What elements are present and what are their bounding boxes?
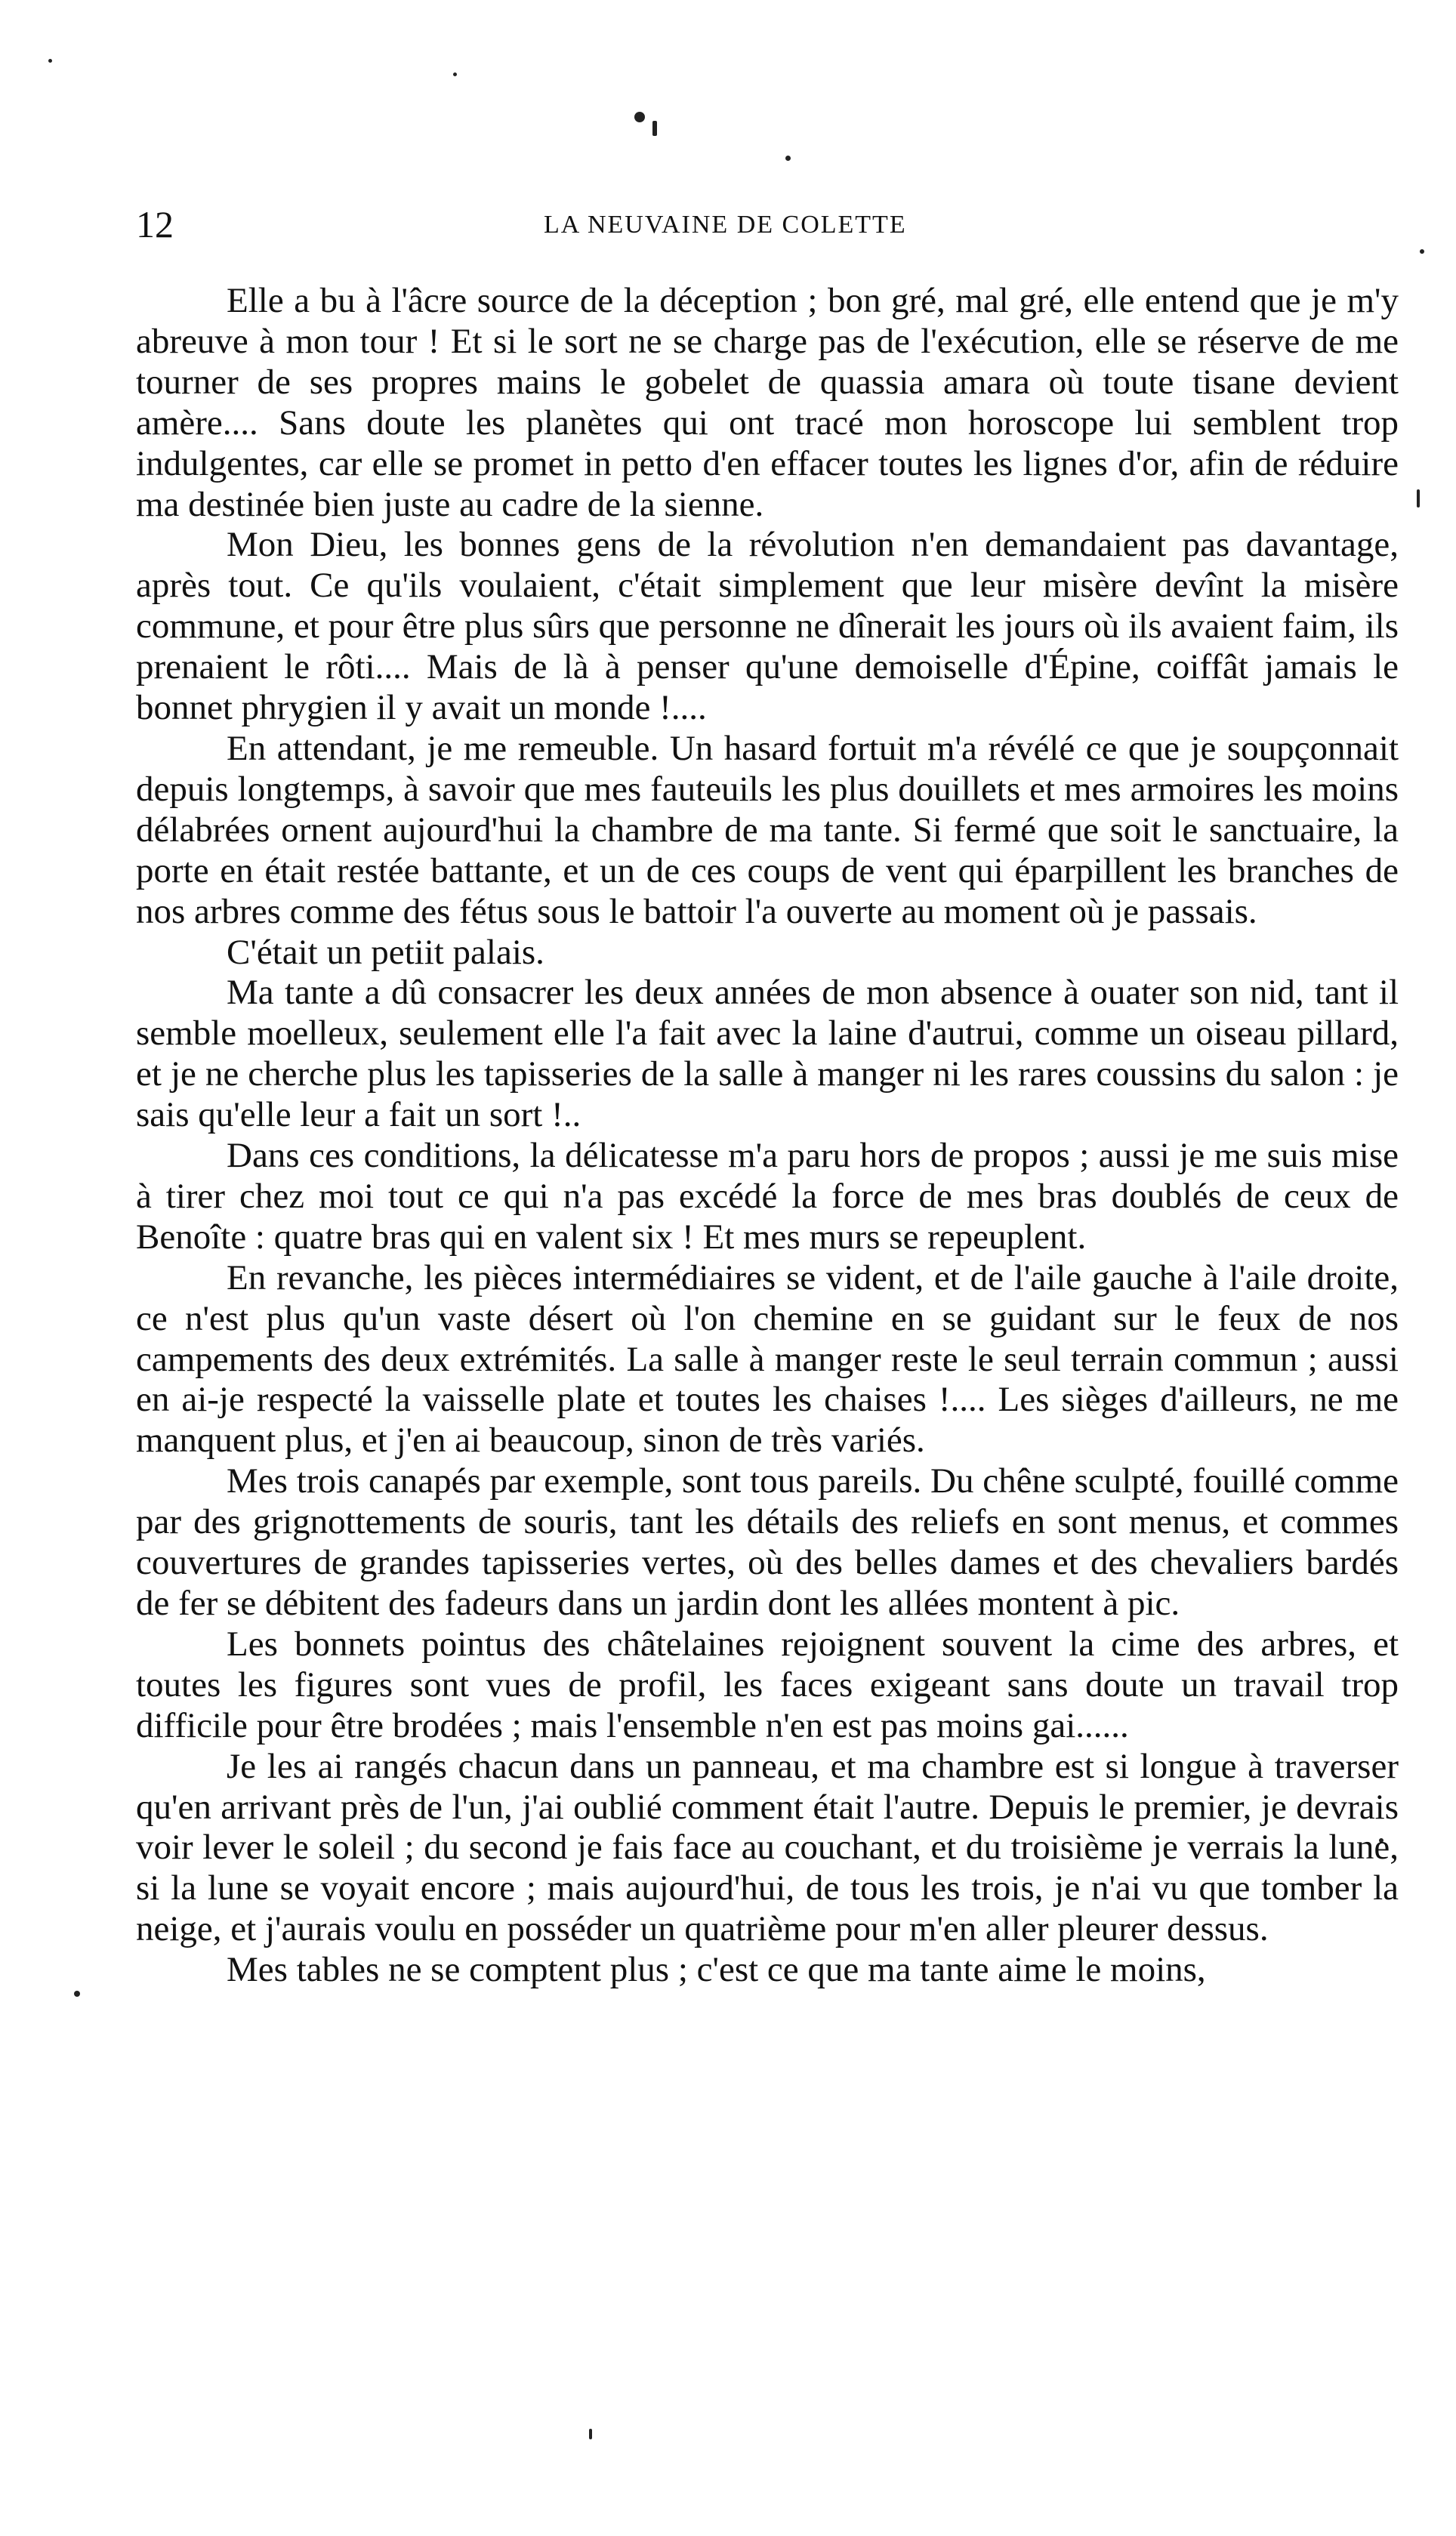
scan-speck	[634, 112, 645, 122]
paragraph: Mes tables ne se comptent plus ; c'est ce que ma tante aime le moins,	[227, 1950, 1206, 1990]
paragraph: Les bonnets pointus des châtelaines rejoignent souvent la cime des arbres, et toutes les figures sont vues de profil, les faces exigeant sans doute un travail trop difficile pour être brodées ; mais l'ensemble n'en est pas moins gai......	[136, 1624, 1399, 1745]
scan-speck	[74, 1991, 80, 1997]
paragraph: Mes trois canapés par exemple, sont tous pareils. Du chêne sculpté, fouillé comme par des grignottements de souris, tant les détails des reliefs en sont menus, et commes couvertures de grandes tapisseries vertes, où des belles dames et des chevaliers bardés de fer se débitent des fadeurs dans un jardin dont les allées montent à pic.	[136, 1461, 1399, 1623]
running-title: LA NEUVAINE DE COLETTE	[544, 211, 907, 239]
paragraph: Mon Dieu, les bonnes gens de la révolution n'en demandaient pas davantage, après tout. Ce qu'ils voulaient, c'était simplement que leur misère devînt la misère commune, et pour être plus sûrs que personne ne dînerait les jours où ils avaient faim, ils prenaient le rôti.... Mais de là à penser qu'une demoiselle d'Épine, coiffât jamais le bonnet phrygien il y avait un monde !....	[136, 525, 1399, 728]
paragraph: C'était un petiit palais.	[227, 932, 544, 972]
page-number: 12	[136, 203, 174, 245]
paragraph: Dans ces conditions, la délicatesse m'a paru hors de propos ; aussi je me suis mise à tirer chez moi tout ce qui n'a pas excédé la force de mes bras doublés de ceux de Benoîte : quatre bras qui en valent six ! Et mes murs se repeuplent.	[136, 1136, 1399, 1257]
paragraph: En attendant, je me remeuble. Un hasard fortuit m'a révélé ce que je soupçonnait depuis longtemps, à savoir que mes fauteuils les plus douillets et mes armoires les moins délabrées ornent aujourd'hui la chambre de ma tante. Si fermé que soit le sanctuaire, la porte en était restée battante, et un de ces coups de vent qui éparpillent les branches de nos arbres comme des fétus sous le battoir l'a ouverte au moment où je passais.	[136, 728, 1399, 931]
scan-speck	[453, 73, 457, 76]
body-text	[136, 281, 1399, 2456]
page-header	[136, 198, 1420, 251]
scan-speck	[1420, 249, 1424, 254]
paragraph: Je les ai rangés chacun dans un panneau, et ma chambre est si longue à traverser qu'en arrivant près de l'un, j'ai oublié comment était l'autre. Depuis le premier, je devrais voir lever le soleil ; du second je fais face au couchant, et du troisième je verrais la lune, si la lune se voyait encore ; mais aujourd'hui, de tous les trois, je n'ai vu que tomber la neige, et j'aurais voulu en posséder un quatrième pour m'en aller pleurer dessus.	[136, 1746, 1399, 1949]
scan-speck	[1417, 489, 1420, 508]
paragraph: Ma tante a dû consacrer les deux années de mon absence à ouater son nid, tant il semble moelleux, seulement elle l'a fait avec la laine d'autrui, comme un oiseau pillard, et je ne cherche plus les tapisseries de la salle à manger ni les rares coussins du salon : je sais qu'elle leur a fait un sort !..	[136, 973, 1399, 1135]
paragraph: En revanche, les pièces intermédiaires se vident, et de l'aile gauche à l'aile droite, ce n'est plus qu'un vaste désert où l'on chemine en se guidant sur le feux de nos campements des deux extrémités. La salle à manger reste le seul terrain commun ; aussi en ai-je respecté la vaisselle plate et toutes les chaises !.... Les sièges d'ailleurs, ne me manquent plus, et j'en ai beaucoup, sinon de très variés.	[136, 1257, 1399, 1461]
scan-speck	[652, 121, 657, 136]
paragraph: Elle a bu à l'âcre source de la déception ; bon gré, mal gré, elle entend que je m'y abreuve à mon tour ! Et si le sort ne se charge pas de l'exécution, elle se réserve de me tourner de ses propres mains le gobelet de quassia amara où toute tisane devient amère.... Sans doute les planètes qui ont tracé mon horoscope lui semblent trop indulgentes, car elle se promet in petto d'en effacer toutes les lignes d'or, afin de réduire ma destinée bien juste au cadre de la sienne.	[136, 281, 1399, 524]
scan-speck	[48, 59, 52, 63]
scan-speck	[785, 156, 791, 161]
